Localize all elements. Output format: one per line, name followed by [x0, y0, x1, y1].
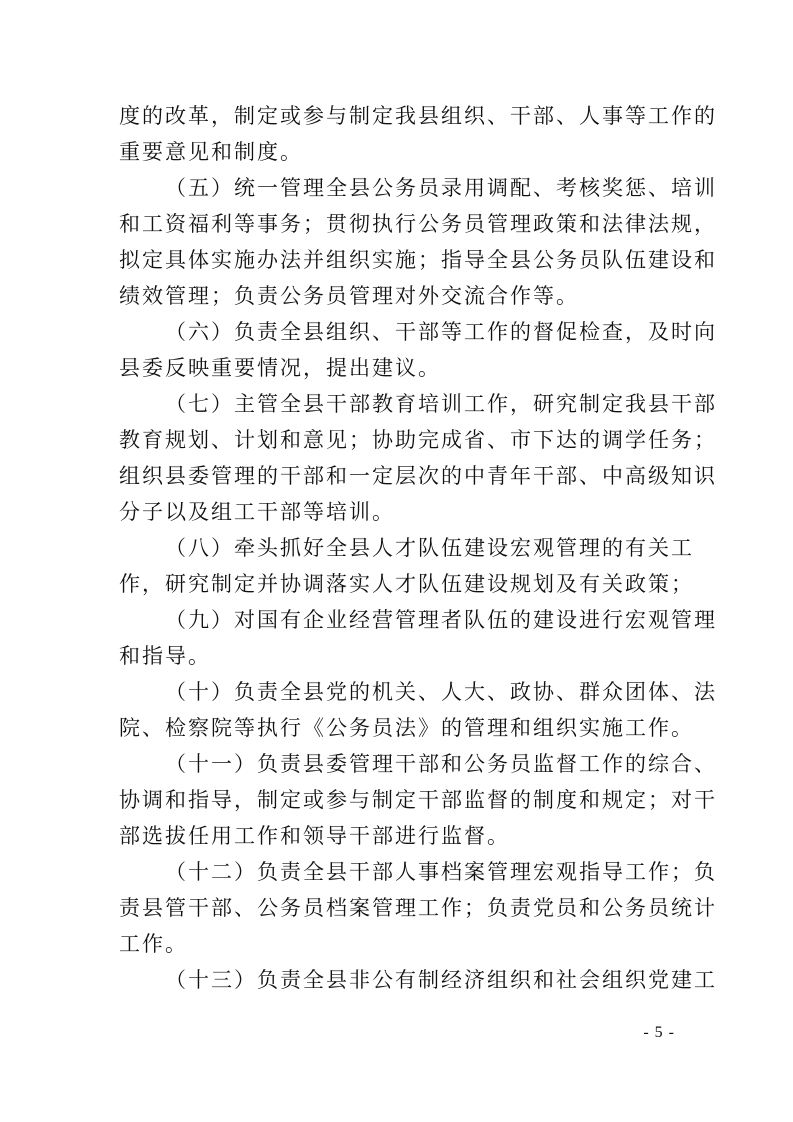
paragraph-9-line-2: 和指导。 [119, 644, 211, 668]
paragraph-6-line-1: （六）负责全县组织、干部等工作的督促检查，及时向 [165, 320, 717, 344]
paragraph-7-line-3: 组织县委管理的干部和一定层次的中青年干部、中高级知识 [119, 464, 717, 488]
text-line-1: 度的改革，制定或参与制定我县组织、干部、人事等工作的 [119, 104, 717, 128]
paragraph-11-line-1: （十一）负责县委管理干部和公务员监督工作的综合、 [165, 752, 717, 776]
paragraph-5-line-3: 拟定具体实施办法并组织实施；指导全县公务员队伍建设和 [119, 248, 717, 272]
paragraph-12-line-1: （十二）负责全县干部人事档案管理宏观指导工作；负 [165, 860, 717, 884]
paragraph-7-line-2: 教育规划、计划和意见；协助完成省、市下达的调学任务； [119, 428, 717, 452]
paragraph-7-line-1: （七）主管全县干部教育培训工作，研究制定我县干部 [165, 392, 717, 416]
paragraph-6-line-2: 县委反映重要情况，提出建议。 [119, 356, 441, 380]
paragraph-5-line-2: 和工资福利等事务；贯彻执行公务员管理政策和法律法规， [119, 212, 717, 236]
paragraph-5-line-1: （五）统一管理全县公务员录用调配、考核奖惩、培训 [165, 176, 717, 200]
paragraph-11-line-3: 部选拔任用工作和领导干部进行监督。 [119, 824, 510, 848]
paragraph-7-line-4: 分子以及组工干部等培训。 [119, 500, 395, 524]
paragraph-5-line-4: 绩效管理；负责公务员管理对外交流合作等。 [119, 284, 579, 308]
paragraph-9-line-1: （九）对国有企业经营管理者队伍的建设进行宏观管理 [165, 608, 717, 632]
paragraph-12-line-2: 责县管干部、公务员档案管理工作；负责党员和公务员统计 [119, 896, 717, 920]
paragraph-8-line-2: 作，研究制定并协调落实人才队伍建设规划及有关政策； [119, 572, 694, 596]
paragraph-10-line-1: （十）负责全县党的机关、人大、政协、群众团体、法 [165, 680, 717, 704]
paragraph-10-line-2: 院、检察院等执行《公务员法》的管理和组织实施工作。 [119, 716, 694, 740]
text-line-2: 重要意见和制度。 [119, 140, 303, 164]
paragraph-11-line-2: 协调和指导，制定或参与制定干部监督的制度和规定；对干 [119, 788, 717, 812]
page-number: - 5 - [643, 1024, 675, 1041]
paragraph-12-line-3: 工作。 [119, 932, 188, 956]
document-body [119, 98, 717, 998]
paragraph-8-line-1: （八）牵头抓好全县人才队伍建设宏观管理的有关工 [165, 536, 694, 560]
paragraph-13-line-1: （十三）负责全县非公有制经济组织和社会组织党建工 [165, 968, 717, 992]
